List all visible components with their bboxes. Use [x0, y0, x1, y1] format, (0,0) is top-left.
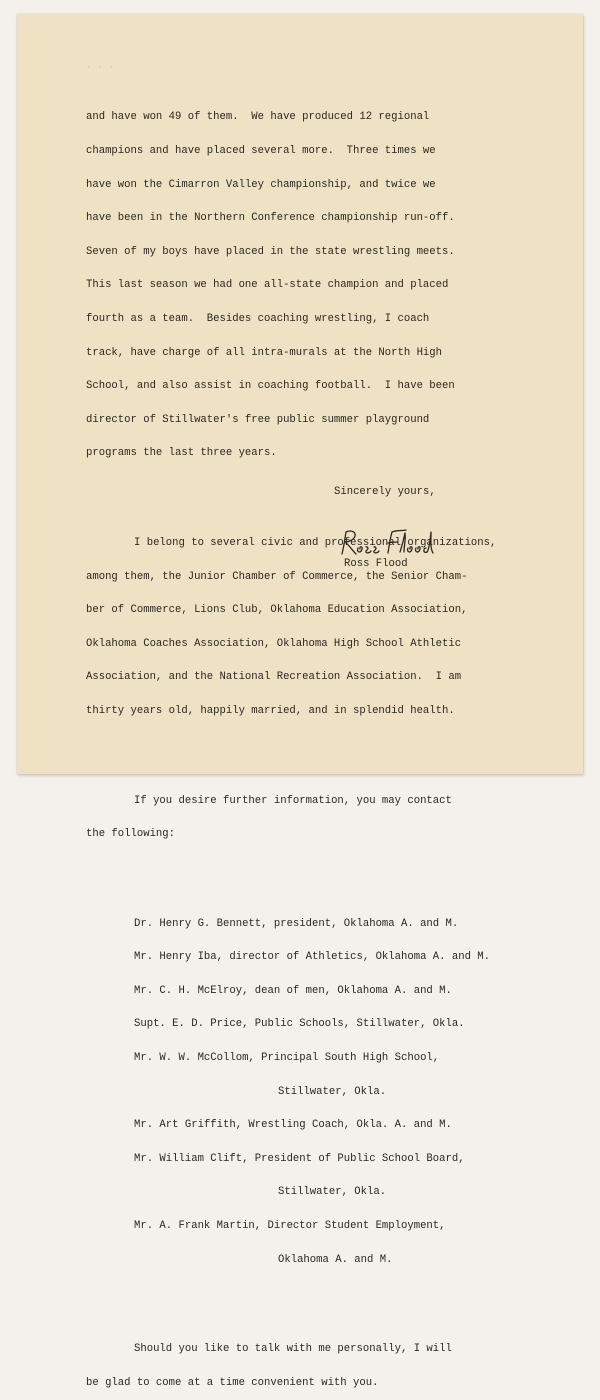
body-line: Should you like to talk with me personally, I will: [134, 1343, 452, 1356]
body-line: fourth as a team. Besides coaching wrestling, I coach: [86, 312, 430, 325]
body-line: track, have charge of all intra-murals at the North High: [86, 346, 443, 359]
reference-line: Dr. Henry G. Bennett, president, Oklahoma A. and M.: [134, 917, 459, 930]
reference-line: Supt. E. D. Price, Public Schools, Stillwater, Okla.: [134, 1018, 465, 1031]
reference-line: Stillwater, Okla.: [278, 1085, 387, 1098]
body-line: This last season we had one all-state champion and placed: [86, 279, 449, 292]
reference-line: Mr. A. Frank Martin, Director Student Employment,: [134, 1220, 446, 1233]
reference-line: Stillwater, Okla.: [278, 1186, 387, 1199]
body-line: be glad to come at a time convenient with you.: [86, 1376, 379, 1389]
letter-body: [86, 90, 526, 1400]
reference-line: Mr. Art Griffith, Wrestling Coach, Okla. A. and M.: [134, 1119, 452, 1132]
reference-line: Mr. C. H. McElroy, dean of men, Oklahoma A. and M.: [134, 984, 452, 997]
body-line: the following:: [86, 828, 176, 841]
body-line: I belong to several civic and professional organizations,: [134, 536, 497, 549]
signer-name: Ross Flood: [344, 558, 408, 570]
body-line: thirty years old, happily married, and in splendid health.: [86, 704, 455, 717]
body-line: champions and have placed several more. Three times we: [86, 145, 436, 157]
body-line: Oklahoma Coaches Association, Oklahoma High School Athletic: [86, 637, 462, 650]
body-line: Seven of my boys have placed in the state wrestling meets.: [86, 245, 455, 258]
body-line: programs the last three years.: [86, 447, 277, 460]
reference-line: Oklahoma A. and M.: [278, 1253, 393, 1266]
body-line: Association, and the National Recreation Association. I am: [86, 671, 462, 684]
reference-line: Mr. Henry Iba, director of Athletics, Oklahoma A. and M.: [134, 951, 491, 964]
body-line: have been in the Northern Conference championship run-off.: [86, 212, 455, 225]
body-line: among them, the Junior Chamber of Commerce, the Senior Cham-: [86, 570, 468, 583]
body-line: have won the Cimarron Valley championship, and twice we: [86, 178, 436, 191]
body-line: If you desire further information, you may contact: [134, 794, 452, 807]
body-line: ber of Commerce, Lions Club, Oklahoma Education Association,: [86, 604, 468, 617]
paper-speck-mark: · · ·: [87, 64, 116, 71]
reference-line: Mr. W. W. McCollom, Principal South High School,: [134, 1052, 440, 1065]
body-line: School, and also assist in coaching football. I have been: [86, 380, 455, 393]
body-line: and have won 49 of them. We have produced 12 regional: [86, 111, 430, 124]
complimentary-close: Sincerely yours,: [334, 486, 436, 498]
body-line: director of Stillwater's free public summer playground: [86, 413, 430, 426]
reference-line: Mr. William Clift, President of Public School Board,: [134, 1152, 465, 1165]
